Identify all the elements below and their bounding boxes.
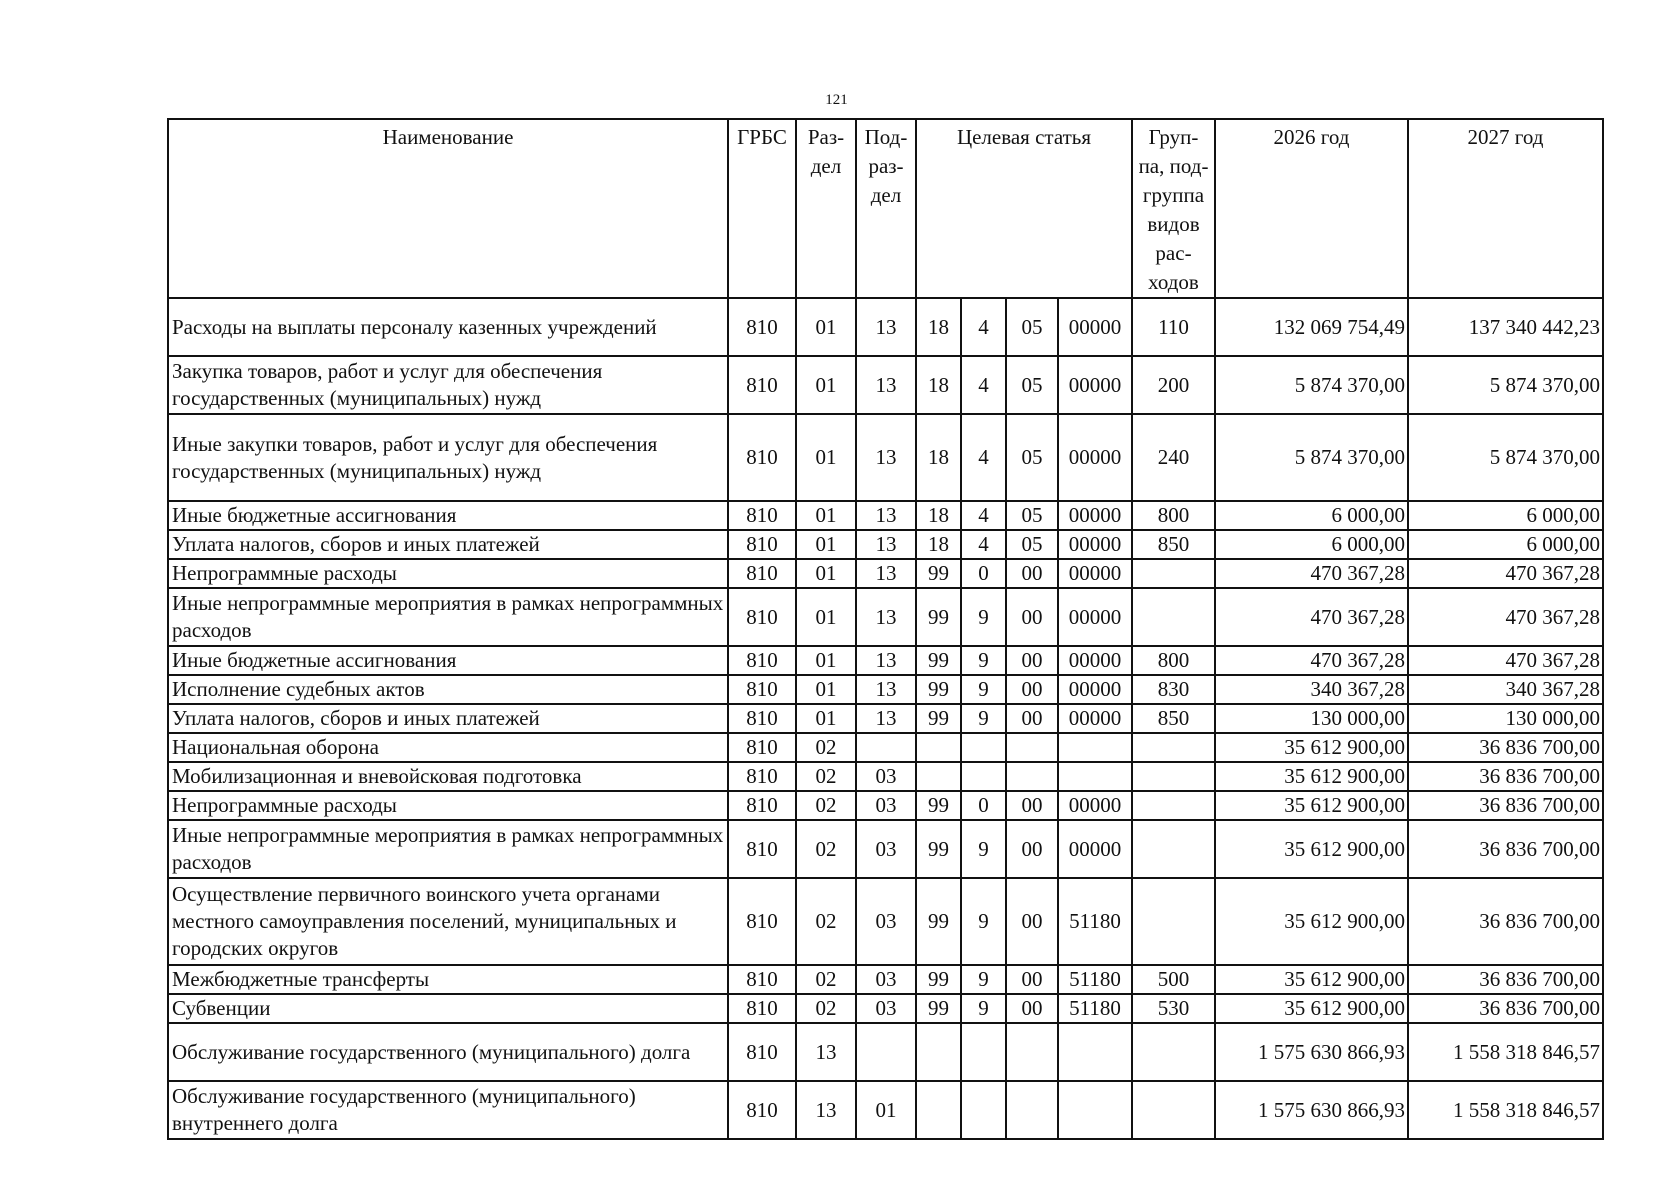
target-subprogram-cell: 0: [961, 559, 1006, 588]
table-row: [168, 356, 1603, 414]
table-row: [168, 559, 1603, 588]
grbs-cell: 810: [728, 704, 796, 733]
target-subprogram-cell: 4: [961, 530, 1006, 559]
table-row: [168, 965, 1603, 994]
razdel-cell: 13: [796, 1081, 856, 1139]
target-event-cell: 05: [1006, 356, 1058, 414]
razdel-cell: 01: [796, 559, 856, 588]
table-row: [168, 646, 1603, 675]
header-year-2026: 2026 год: [1215, 119, 1408, 298]
amount-2027-cell: 5 874 370,00: [1408, 356, 1603, 414]
target-program-cell: 99: [916, 820, 961, 878]
target-direction-cell: 00000: [1058, 559, 1132, 588]
target-program-cell: 99: [916, 675, 961, 704]
target-event-cell: [1006, 762, 1058, 791]
amount-2027-cell: 36 836 700,00: [1408, 878, 1603, 965]
table-row: [168, 675, 1603, 704]
razdel-cell: 13: [796, 1023, 856, 1081]
amount-2027-cell: 137 340 442,23: [1408, 298, 1603, 356]
target-subprogram-cell: 4: [961, 414, 1006, 501]
name-cell: Иные бюджетные ассигнования: [168, 501, 728, 530]
amount-2026-cell: 35 612 900,00: [1215, 762, 1408, 791]
expense-group-cell: 530: [1132, 994, 1215, 1023]
target-program-cell: [916, 762, 961, 791]
target-subprogram-cell: 9: [961, 646, 1006, 675]
target-program-cell: 99: [916, 994, 961, 1023]
podrazdel-cell: [856, 733, 916, 762]
grbs-cell: 810: [728, 762, 796, 791]
target-event-cell: 00: [1006, 675, 1058, 704]
target-direction-cell: 00000: [1058, 791, 1132, 820]
target-event-cell: 00: [1006, 994, 1058, 1023]
table-row: [168, 704, 1603, 733]
grbs-cell: 810: [728, 878, 796, 965]
podrazdel-cell: 03: [856, 994, 916, 1023]
target-direction-cell: 51180: [1058, 965, 1132, 994]
header-expense-group: Груп-па, под-группа видов рас-ходов: [1132, 119, 1215, 298]
target-direction-cell: 00000: [1058, 356, 1132, 414]
target-program-cell: 99: [916, 965, 961, 994]
razdel-cell: 01: [796, 704, 856, 733]
expense-group-cell: 800: [1132, 501, 1215, 530]
razdel-cell: 01: [796, 501, 856, 530]
table-row: [168, 1081, 1603, 1139]
target-subprogram-cell: 9: [961, 704, 1006, 733]
name-cell: Межбюджетные трансферты: [168, 965, 728, 994]
target-subprogram-cell: 9: [961, 820, 1006, 878]
budget-table: [167, 118, 1604, 1140]
grbs-cell: 810: [728, 1023, 796, 1081]
grbs-cell: 810: [728, 298, 796, 356]
target-program-cell: 99: [916, 588, 961, 646]
amount-2026-cell: 35 612 900,00: [1215, 994, 1408, 1023]
name-cell: Национальная оборона: [168, 733, 728, 762]
target-program-cell: 18: [916, 530, 961, 559]
name-cell: Иные непрограммные мероприятия в рамках непрограммных расходов: [168, 588, 728, 646]
amount-2027-cell: 470 367,28: [1408, 646, 1603, 675]
razdel-cell: 02: [796, 878, 856, 965]
razdel-cell: 01: [796, 646, 856, 675]
table-row: [168, 414, 1603, 501]
razdel-cell: 01: [796, 356, 856, 414]
expense-group-cell: [1132, 762, 1215, 791]
amount-2027-cell: 36 836 700,00: [1408, 994, 1603, 1023]
target-event-cell: 00: [1006, 704, 1058, 733]
target-event-cell: 05: [1006, 298, 1058, 356]
table-row: [168, 791, 1603, 820]
table-body: [168, 298, 1603, 1139]
grbs-cell: 810: [728, 646, 796, 675]
target-direction-cell: [1058, 733, 1132, 762]
name-cell: Иные непрограммные мероприятия в рамках непрограммных расходов: [168, 820, 728, 878]
target-program-cell: [916, 1023, 961, 1081]
target-subprogram-cell: [961, 1081, 1006, 1139]
target-subprogram-cell: 9: [961, 675, 1006, 704]
grbs-cell: 810: [728, 414, 796, 501]
podrazdel-cell: [856, 1023, 916, 1081]
grbs-cell: 810: [728, 530, 796, 559]
name-cell: Иные закупки товаров, работ и услуг для обеспечения государственных (муниципальных) нужд: [168, 414, 728, 501]
table-row: [168, 762, 1603, 791]
amount-2026-cell: 132 069 754,49: [1215, 298, 1408, 356]
target-event-cell: [1006, 1081, 1058, 1139]
amount-2027-cell: 6 000,00: [1408, 530, 1603, 559]
target-direction-cell: 00000: [1058, 530, 1132, 559]
podrazdel-cell: 13: [856, 501, 916, 530]
target-subprogram-cell: [961, 1023, 1006, 1081]
podrazdel-cell: 13: [856, 530, 916, 559]
amount-2027-cell: 6 000,00: [1408, 501, 1603, 530]
amount-2026-cell: 130 000,00: [1215, 704, 1408, 733]
amount-2026-cell: 5 874 370,00: [1215, 414, 1408, 501]
grbs-cell: 810: [728, 588, 796, 646]
target-event-cell: [1006, 1023, 1058, 1081]
table-row: [168, 878, 1603, 965]
target-program-cell: 18: [916, 414, 961, 501]
target-direction-cell: [1058, 762, 1132, 791]
amount-2026-cell: 470 367,28: [1215, 646, 1408, 675]
razdel-cell: 02: [796, 733, 856, 762]
razdel-cell: 01: [796, 530, 856, 559]
razdel-cell: 02: [796, 820, 856, 878]
target-program-cell: [916, 1081, 961, 1139]
amount-2026-cell: 340 367,28: [1215, 675, 1408, 704]
amount-2027-cell: 36 836 700,00: [1408, 762, 1603, 791]
razdel-cell: 02: [796, 965, 856, 994]
header-grbs: ГРБС: [728, 119, 796, 298]
target-program-cell: [916, 733, 961, 762]
amount-2026-cell: 5 874 370,00: [1215, 356, 1408, 414]
amount-2027-cell: 470 367,28: [1408, 559, 1603, 588]
podrazdel-cell: 03: [856, 965, 916, 994]
amount-2026-cell: 35 612 900,00: [1215, 791, 1408, 820]
target-event-cell: 00: [1006, 559, 1058, 588]
razdel-cell: 01: [796, 588, 856, 646]
expense-group-cell: 110: [1132, 298, 1215, 356]
table-row: [168, 994, 1603, 1023]
target-event-cell: 05: [1006, 414, 1058, 501]
target-direction-cell: 00000: [1058, 704, 1132, 733]
podrazdel-cell: 03: [856, 820, 916, 878]
razdel-cell: 02: [796, 994, 856, 1023]
name-cell: Мобилизационная и вневойсковая подготовка: [168, 762, 728, 791]
target-program-cell: 18: [916, 356, 961, 414]
grbs-cell: 810: [728, 675, 796, 704]
expense-group-cell: 800: [1132, 646, 1215, 675]
podrazdel-cell: 03: [856, 791, 916, 820]
expense-group-cell: [1132, 559, 1215, 588]
podrazdel-cell: 13: [856, 704, 916, 733]
target-direction-cell: 00000: [1058, 414, 1132, 501]
podrazdel-cell: 13: [856, 559, 916, 588]
target-direction-cell: [1058, 1023, 1132, 1081]
name-cell: Осуществление первичного воинского учета органами местного самоуправления поселений, муниципальных и городских округов: [168, 878, 728, 965]
target-subprogram-cell: 9: [961, 965, 1006, 994]
podrazdel-cell: 01: [856, 1081, 916, 1139]
amount-2026-cell: 1 575 630 866,93: [1215, 1081, 1408, 1139]
podrazdel-cell: 13: [856, 588, 916, 646]
target-event-cell: 00: [1006, 878, 1058, 965]
target-subprogram-cell: [961, 762, 1006, 791]
amount-2026-cell: 470 367,28: [1215, 588, 1408, 646]
podrazdel-cell: 03: [856, 762, 916, 791]
amount-2027-cell: 130 000,00: [1408, 704, 1603, 733]
target-direction-cell: [1058, 1081, 1132, 1139]
target-direction-cell: 00000: [1058, 501, 1132, 530]
target-program-cell: 99: [916, 791, 961, 820]
header-razdel: Раз-дел: [796, 119, 856, 298]
target-program-cell: 99: [916, 646, 961, 675]
name-cell: Непрограммные расходы: [168, 559, 728, 588]
amount-2026-cell: 35 612 900,00: [1215, 820, 1408, 878]
expense-group-cell: 240: [1132, 414, 1215, 501]
podrazdel-cell: 13: [856, 298, 916, 356]
page-number: 121: [825, 92, 848, 108]
podrazdel-cell: 03: [856, 878, 916, 965]
amount-2027-cell: 470 367,28: [1408, 588, 1603, 646]
grbs-cell: 810: [728, 820, 796, 878]
target-direction-cell: 51180: [1058, 994, 1132, 1023]
target-event-cell: [1006, 733, 1058, 762]
target-event-cell: 00: [1006, 965, 1058, 994]
target-subprogram-cell: 9: [961, 878, 1006, 965]
name-cell: Обслуживание государственного (муниципального) долга: [168, 1023, 728, 1081]
grbs-cell: 810: [728, 559, 796, 588]
table-row: [168, 530, 1603, 559]
amount-2026-cell: 470 367,28: [1215, 559, 1408, 588]
target-event-cell: 00: [1006, 588, 1058, 646]
table-row: [168, 733, 1603, 762]
razdel-cell: 01: [796, 675, 856, 704]
expense-group-cell: 850: [1132, 530, 1215, 559]
target-direction-cell: 51180: [1058, 878, 1132, 965]
amount-2027-cell: 36 836 700,00: [1408, 733, 1603, 762]
target-program-cell: 99: [916, 878, 961, 965]
amount-2027-cell: 36 836 700,00: [1408, 820, 1603, 878]
podrazdel-cell: 13: [856, 675, 916, 704]
amount-2026-cell: 1 575 630 866,93: [1215, 1023, 1408, 1081]
target-program-cell: 99: [916, 704, 961, 733]
amount-2026-cell: 6 000,00: [1215, 530, 1408, 559]
razdel-cell: 02: [796, 762, 856, 791]
grbs-cell: 810: [728, 501, 796, 530]
header-target-article: Целевая статья: [916, 119, 1132, 298]
header-year-2027: 2027 год: [1408, 119, 1603, 298]
expense-group-cell: 500: [1132, 965, 1215, 994]
expense-group-cell: [1132, 588, 1215, 646]
target-direction-cell: 00000: [1058, 298, 1132, 356]
target-subprogram-cell: [961, 733, 1006, 762]
target-program-cell: 18: [916, 298, 961, 356]
expense-group-cell: 830: [1132, 675, 1215, 704]
target-direction-cell: 00000: [1058, 588, 1132, 646]
table-row: [168, 298, 1603, 356]
table-row: [168, 1023, 1603, 1081]
amount-2027-cell: 340 367,28: [1408, 675, 1603, 704]
podrazdel-cell: 13: [856, 414, 916, 501]
target-event-cell: 05: [1006, 501, 1058, 530]
target-subprogram-cell: 4: [961, 356, 1006, 414]
expense-group-cell: [1132, 791, 1215, 820]
table-row: [168, 588, 1603, 646]
target-event-cell: 05: [1006, 530, 1058, 559]
grbs-cell: 810: [728, 733, 796, 762]
target-event-cell: 00: [1006, 646, 1058, 675]
target-program-cell: 18: [916, 501, 961, 530]
target-direction-cell: 00000: [1058, 675, 1132, 704]
name-cell: Закупка товаров, работ и услуг для обеспечения государственных (муниципальных) нужд: [168, 356, 728, 414]
expense-group-cell: [1132, 1081, 1215, 1139]
header-row: [168, 119, 1603, 298]
table-row: [168, 501, 1603, 530]
name-cell: Уплата налогов, сборов и иных платежей: [168, 530, 728, 559]
target-subprogram-cell: 4: [961, 501, 1006, 530]
podrazdel-cell: 13: [856, 356, 916, 414]
grbs-cell: 810: [728, 1081, 796, 1139]
target-subprogram-cell: 9: [961, 994, 1006, 1023]
grbs-cell: 810: [728, 965, 796, 994]
name-cell: Субвенции: [168, 994, 728, 1023]
header-podrazdel: Под-раз-дел: [856, 119, 916, 298]
amount-2026-cell: 6 000,00: [1215, 501, 1408, 530]
target-subprogram-cell: 0: [961, 791, 1006, 820]
name-cell: Непрограммные расходы: [168, 791, 728, 820]
target-subprogram-cell: 9: [961, 588, 1006, 646]
table-row: [168, 820, 1603, 878]
razdel-cell: 01: [796, 298, 856, 356]
grbs-cell: 810: [728, 994, 796, 1023]
target-direction-cell: 00000: [1058, 820, 1132, 878]
expense-group-cell: [1132, 1023, 1215, 1081]
target-direction-cell: 00000: [1058, 646, 1132, 675]
name-cell: Иные бюджетные ассигнования: [168, 646, 728, 675]
amount-2027-cell: 1 558 318 846,57: [1408, 1081, 1603, 1139]
name-cell: Расходы на выплаты персоналу казенных учреждений: [168, 298, 728, 356]
header-name: Наименование: [168, 119, 728, 298]
amount-2026-cell: 35 612 900,00: [1215, 878, 1408, 965]
target-subprogram-cell: 4: [961, 298, 1006, 356]
expense-group-cell: [1132, 733, 1215, 762]
amount-2027-cell: 36 836 700,00: [1408, 791, 1603, 820]
target-event-cell: 00: [1006, 791, 1058, 820]
name-cell: Обслуживание государственного (муниципального) внутреннего долга: [168, 1081, 728, 1139]
amount-2027-cell: 36 836 700,00: [1408, 965, 1603, 994]
amount-2026-cell: 35 612 900,00: [1215, 733, 1408, 762]
amount-2027-cell: 1 558 318 846,57: [1408, 1023, 1603, 1081]
razdel-cell: 02: [796, 791, 856, 820]
expense-group-cell: [1132, 878, 1215, 965]
grbs-cell: 810: [728, 791, 796, 820]
grbs-cell: 810: [728, 356, 796, 414]
target-event-cell: 00: [1006, 820, 1058, 878]
target-program-cell: 99: [916, 559, 961, 588]
expense-group-cell: 200: [1132, 356, 1215, 414]
podrazdel-cell: 13: [856, 646, 916, 675]
expense-group-cell: [1132, 820, 1215, 878]
name-cell: Исполнение судебных актов: [168, 675, 728, 704]
name-cell: Уплата налогов, сборов и иных платежей: [168, 704, 728, 733]
amount-2027-cell: 5 874 370,00: [1408, 414, 1603, 501]
razdel-cell: 01: [796, 414, 856, 501]
amount-2026-cell: 35 612 900,00: [1215, 965, 1408, 994]
expense-group-cell: 850: [1132, 704, 1215, 733]
